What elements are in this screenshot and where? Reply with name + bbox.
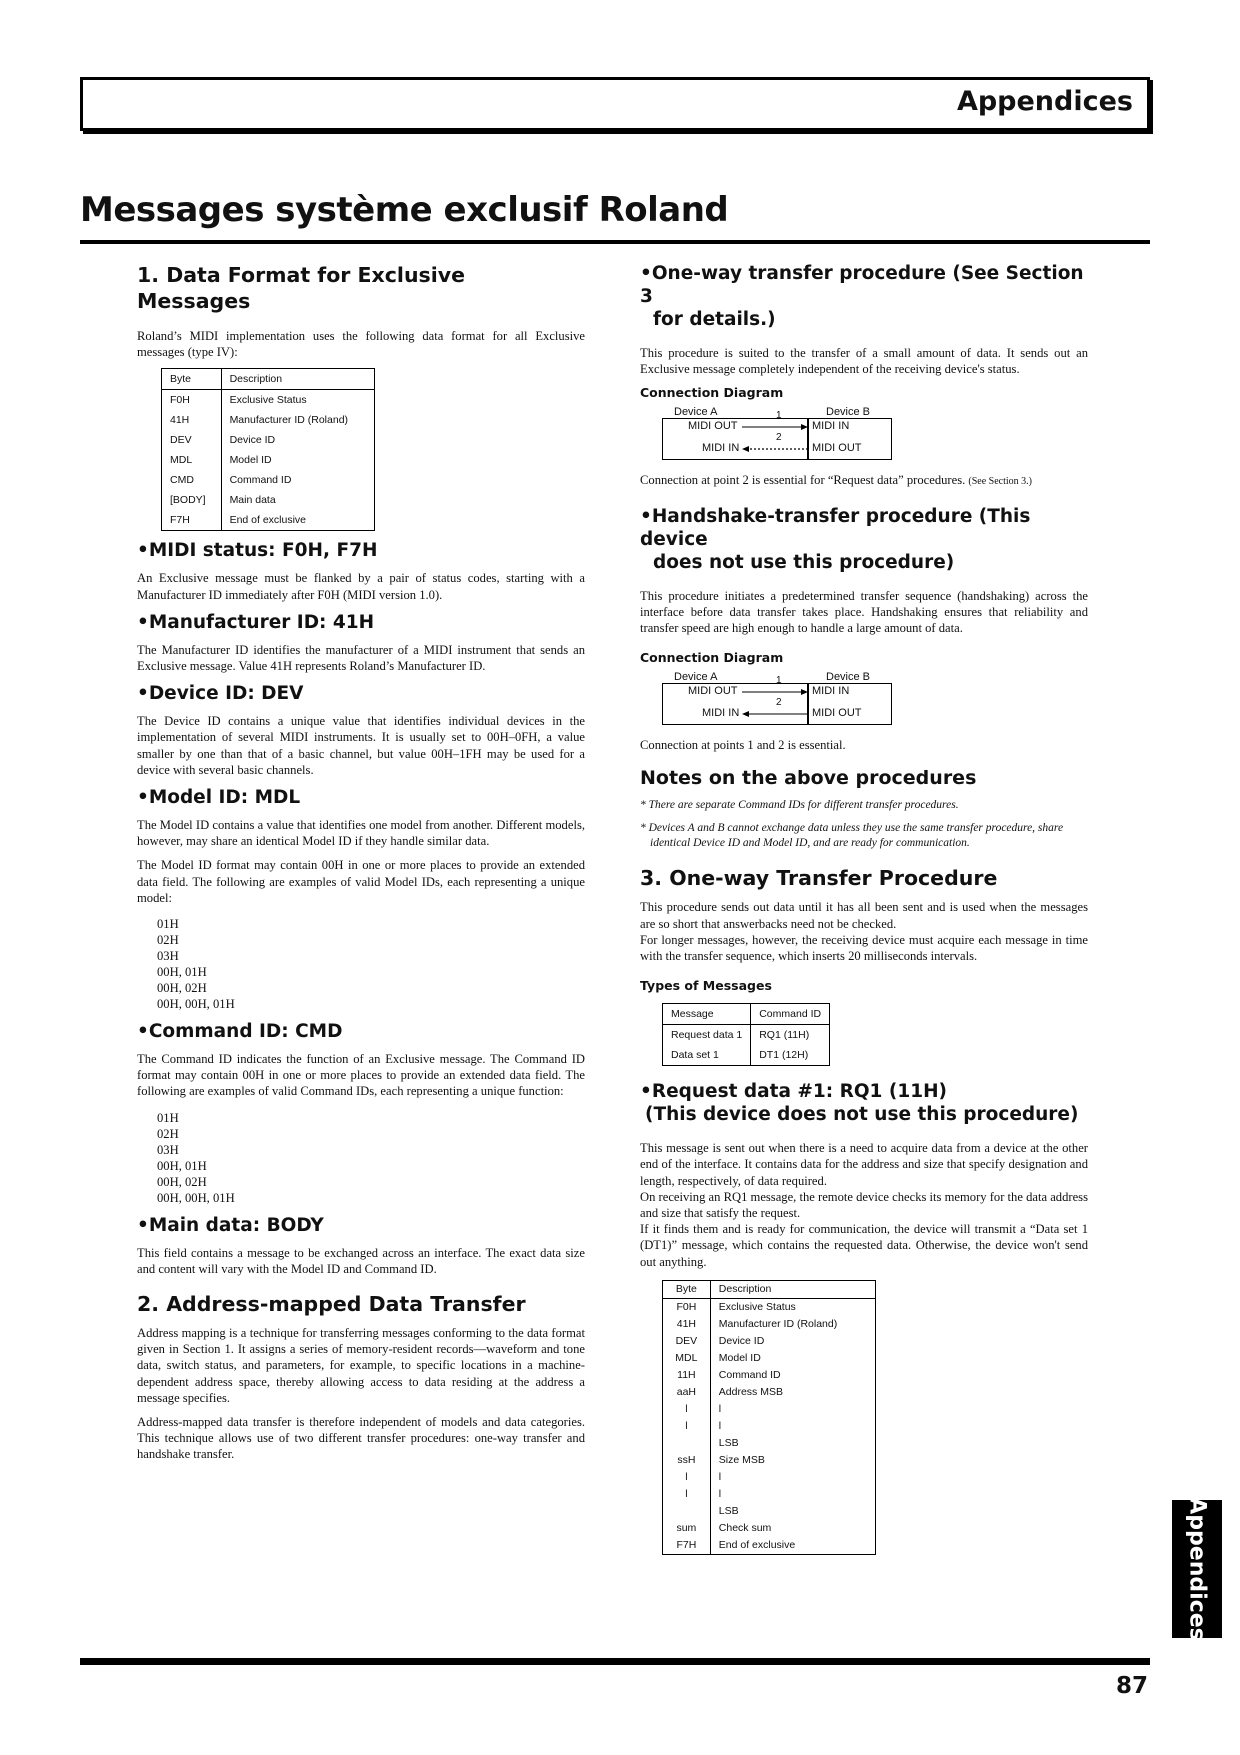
- right-column: [640, 262, 1088, 1555]
- midi-out-b: MIDI OUT: [812, 707, 862, 720]
- manufacturer-id-heading: •Manufacturer ID: 41H: [137, 611, 375, 633]
- table-row: [162, 510, 375, 531]
- table-cell: DT1 (12H): [751, 1045, 830, 1066]
- section-2-text-1: Address mapping is a technique for transferring messages conforming to the data format given in Section 1. It assigns a series of memory-resident records—waveform and tone data, switch status, and parameters, for example, to specific locations in a machine-dependent address space, thereby allowing access to data residing at the address a message specifies.: [137, 1326, 585, 1405]
- table-cell: MDL: [162, 450, 222, 470]
- device-a-label: Device A: [674, 671, 718, 684]
- midi-status-heading: •MIDI status: F0H, F7H: [137, 540, 378, 562]
- table-header-row: [663, 1280, 876, 1298]
- connection-diagram-one-way: [662, 406, 922, 464]
- table-header-cell: Description: [221, 369, 374, 390]
- midi-out-a: MIDI OUT: [688, 420, 738, 433]
- model-id-text-2: The Model ID format may contain 00H in one or more places to provide an extended data field. The following are examples of valid Model IDs, each representing a unique model:: [137, 858, 585, 905]
- table-row: [663, 1316, 876, 1333]
- table-cell: Manufacturer ID (Roland): [221, 410, 374, 430]
- table-row: [663, 1298, 876, 1316]
- one-way-heading-cont: for details.): [653, 309, 776, 330]
- table-cell: [BODY]: [162, 490, 222, 510]
- table-cell: l: [663, 1401, 711, 1418]
- table-cell: l: [663, 1418, 711, 1435]
- table-row: [162, 490, 375, 510]
- list-item: 00H, 00H, 01H: [157, 1190, 235, 1205]
- table-row: [162, 450, 375, 470]
- table-cell: LSB: [710, 1503, 875, 1520]
- table-cell: DEV: [162, 430, 222, 450]
- section-2-text-2: Address-mapped data transfer is therefore independent of models and data categories. This technique allows use of two different transfer procedures: one-way transfer and handshake transfer.: [137, 1415, 585, 1462]
- side-tab-label: Appendices: [1184, 1497, 1210, 1641]
- table-header-row: [162, 369, 375, 390]
- table-cell: CMD: [162, 470, 222, 490]
- section-3-text-2: For longer messages, however, the receiving device must acquire each message in time with the transfer sequence, which inserts 20 milliseconds intervals.: [640, 932, 1088, 964]
- table-header-cell: Byte: [162, 369, 222, 390]
- command-id-text: The Command ID indicates the function of an Exclusive message. The Command ID format may contain 00H in one or more places to provide an extended data field. The following are examples of valid Command IDs, each representing a unique function:: [137, 1052, 585, 1099]
- table-cell: RQ1 (11H): [751, 1025, 830, 1046]
- manufacturer-id-text: The Manufacturer ID identifies the manufacturer of a MIDI instrument that sends an Exclusive message. Value 41H represents Roland’s Manufacturer ID.: [137, 642, 585, 674]
- device-a-label: Device A: [674, 406, 718, 419]
- table-row: [663, 1350, 876, 1367]
- table-cell: Request data 1: [663, 1025, 751, 1046]
- table-row: [663, 1367, 876, 1384]
- table-cell: Device ID: [221, 430, 374, 450]
- list-item: 00H, 01H: [157, 1158, 207, 1173]
- model-id-heading: •Model ID: MDL: [137, 787, 301, 809]
- table-cell: l: [663, 1469, 711, 1486]
- device-id-text: The Device ID contains a unique value that identifies individual devices in the implementation of several MIDI instruments. It is usually set to 00H–0FH, a value smaller by one than that of a basic channel, but value 00H–1FH may be used for a device with several basic channels.: [137, 714, 585, 777]
- table-row: [663, 1418, 876, 1435]
- table-row: [663, 1045, 830, 1066]
- table-cell: 41H: [162, 410, 222, 430]
- table-cell: l: [710, 1486, 875, 1503]
- table-cell: F0H: [663, 1298, 711, 1316]
- handshake-heading: •Handshake-transfer procedure (This device: [640, 505, 1031, 550]
- connection-diagram-label-2: Connection Diagram: [640, 650, 784, 666]
- table-row: [162, 470, 375, 490]
- list-item: 03H: [157, 949, 179, 964]
- table-cell: End of exclusive: [710, 1537, 875, 1555]
- table-cell: aaH: [663, 1384, 711, 1401]
- midi-in-b: MIDI IN: [812, 420, 850, 433]
- title-rule: [80, 240, 1150, 244]
- list-item: 01H: [157, 917, 179, 932]
- message-types-table: [662, 1003, 830, 1066]
- table-cell: F0H: [162, 390, 222, 411]
- table-cell: Command ID: [710, 1367, 875, 1384]
- rq1-heading-cont: (This device does not use this procedure): [645, 1104, 1079, 1126]
- table-row: [663, 1384, 876, 1401]
- table-cell: Model ID: [710, 1350, 875, 1367]
- connection-diagram-handshake: [662, 671, 922, 729]
- table-row: [663, 1503, 876, 1520]
- table-cell: DEV: [663, 1333, 711, 1350]
- list-item: 00H, 00H, 01H: [157, 997, 235, 1012]
- table-row: [663, 1401, 876, 1418]
- list-item: 00H, 02H: [157, 1174, 207, 1189]
- table-cell: Command ID: [221, 470, 374, 490]
- main-data-text: This field contains a message to be exchanged across an interface. The exact data size and content will vary with the Model ID and Command ID.: [137, 1245, 585, 1276]
- midi-out-b: MIDI OUT: [812, 442, 862, 455]
- page-title: Messages système exclusif Roland: [80, 190, 729, 230]
- table-row: [663, 1486, 876, 1503]
- left-column: [137, 262, 585, 1463]
- point-1-label: 1: [776, 410, 782, 422]
- table-cell: Exclusive Status: [710, 1298, 875, 1316]
- table-cell: Model ID: [221, 450, 374, 470]
- point-2-label: 2: [776, 432, 782, 444]
- note-2: * Devices A and B cannot exchange data unless they use the same transfer procedure, share identical Device ID and Model ID, and are ready for communication.: [640, 822, 1064, 850]
- note-1: * There are separate Command IDs for different transfer procedures.: [640, 799, 959, 812]
- types-of-messages-label: Types of Messages: [640, 978, 772, 994]
- one-way-heading: •One-way transfer procedure (See Section 3: [640, 263, 1084, 307]
- table-cell: Main data: [221, 490, 374, 510]
- point-2-label: 2: [776, 697, 782, 709]
- table-row: [162, 390, 375, 411]
- connection-diagram-label: Connection Diagram: [640, 385, 784, 401]
- handshake-heading-cont: does not use this procedure): [653, 551, 955, 573]
- table-header-cell: Description: [710, 1280, 875, 1298]
- list-item: 00H, 02H: [157, 981, 207, 996]
- table-cell: F7H: [162, 510, 222, 531]
- table-cell: [663, 1503, 711, 1520]
- table-row: [663, 1469, 876, 1486]
- handshake-text: This procedure initiates a predetermined transfer sequence (handshaking) across the interface before data transfer takes place. Handshaking ensures that reliability and transfer speed are high enough to handle a large amount of data.: [640, 588, 1088, 636]
- table-header-cell: Byte: [663, 1280, 711, 1298]
- table-row: [162, 430, 375, 450]
- table-row: [663, 1435, 876, 1452]
- command-id-heading: •Command ID: CMD: [137, 1021, 343, 1043]
- notes-heading: Notes on the above procedures: [640, 767, 977, 790]
- table-cell: l: [710, 1418, 875, 1435]
- appendices-side-tab: [1172, 1497, 1222, 1641]
- midi-in-b: MIDI IN: [812, 685, 850, 698]
- table-cell: Device ID: [710, 1333, 875, 1350]
- point-1-label: 1: [776, 675, 782, 687]
- list-item: 02H: [157, 1126, 179, 1141]
- connection-note-text: Connection at point 2 is essential for “Request data” procedures.: [640, 473, 966, 488]
- main-data-heading: •Main data: BODY: [137, 1214, 324, 1236]
- table-cell: l: [710, 1401, 875, 1418]
- bottom-rule: [80, 1658, 1150, 1665]
- command-id-list: [137, 1110, 585, 1206]
- table-cell: ssH: [663, 1452, 711, 1469]
- table-row: [663, 1537, 876, 1555]
- midi-in-a: MIDI IN: [702, 707, 740, 720]
- table-cell: l: [663, 1486, 711, 1503]
- rq1-text-1: This message is sent out when there is a need to acquire data from a device at the other end of the interface. It contains data for the address and size that specify designation and length, respectively, of data required.: [640, 1141, 1088, 1188]
- table-cell: sum: [663, 1520, 711, 1537]
- list-item: 02H: [157, 933, 179, 948]
- table-row: [663, 1520, 876, 1537]
- table-cell: Size MSB: [710, 1452, 875, 1469]
- rq1-text-3: If it finds them and is ready for communication, the device will transmit a “Data set 1 (DT1)” message, which contains the requested data. Otherwise, the device won't send out anything.: [640, 1222, 1088, 1269]
- one-way-text: This procedure is suited to the transfer of a small amount of data. It sends out an Exclusive message completely independent of the receiving device's status.: [640, 346, 1088, 377]
- table-row: [663, 1452, 876, 1469]
- table-header-cell: Message: [663, 1004, 751, 1025]
- table-cell: LSB: [710, 1435, 875, 1452]
- table-row: [663, 1333, 876, 1350]
- list-item: 03H: [157, 1142, 179, 1157]
- section-3-heading: 3. One-way Transfer Procedure: [640, 866, 998, 891]
- table-cell: l: [710, 1469, 875, 1486]
- handshake-connection-note: Connection at points 1 and 2 is essential.: [640, 738, 846, 753]
- section-2-heading: 2. Address-mapped Data Transfer: [137, 1292, 526, 1317]
- table-cell: Data set 1: [663, 1045, 751, 1066]
- table-cell: Check sum: [710, 1520, 875, 1537]
- midi-out-a: MIDI OUT: [688, 685, 738, 698]
- table-row: [162, 410, 375, 430]
- page-number: 87: [1115, 1673, 1148, 1699]
- list-item: 00H, 01H: [157, 965, 207, 980]
- header-section-title: Appendices: [956, 86, 1133, 117]
- rq1-text-2: On receiving an RQ1 message, the remote device checks its memory for the data address and size that satisfy the request.: [640, 1189, 1088, 1221]
- table-cell: [663, 1435, 711, 1452]
- section-1-heading: 1. Data Format for Exclusive Messages: [137, 263, 466, 313]
- model-id-text-1: The Model ID contains a value that identifies one model from another. Different models, however, may share an identical Model ID if they handle similar data.: [137, 818, 585, 849]
- table-cell: F7H: [663, 1537, 711, 1555]
- section-3-text-1: This procedure sends out data until it has all been sent and is used when the messages are so short that answerbacks need not be checked.: [640, 900, 1088, 931]
- device-id-heading: •Device ID: DEV: [137, 683, 304, 705]
- table-cell: 11H: [663, 1367, 711, 1384]
- table-header-row: [663, 1004, 830, 1025]
- midi-in-a: MIDI IN: [702, 442, 740, 455]
- table-cell: Address MSB: [710, 1384, 875, 1401]
- one-way-connection-note: [640, 472, 1088, 490]
- model-id-list: [137, 916, 585, 1012]
- table-cell: Manufacturer ID (Roland): [710, 1316, 875, 1333]
- table-header-cell: Command ID: [751, 1004, 830, 1025]
- rq1-heading: •Request data #1: RQ1 (11H): [640, 1081, 948, 1103]
- device-b-label: Device B: [826, 406, 871, 419]
- rq1-format-table: [662, 1280, 876, 1555]
- midi-status-text: An Exclusive message must be flanked by a pair of status codes, starting with a Manufacturer ID immediately after F0H (MIDI version 1.0).: [137, 571, 585, 602]
- header-box: [80, 77, 1150, 131]
- table-cell: End of exclusive: [221, 510, 374, 531]
- table-cell: MDL: [663, 1350, 711, 1367]
- data-format-table: [161, 368, 375, 531]
- table-row: [663, 1025, 830, 1046]
- section-1-intro: Roland’s MIDI implementation uses the following data format for all Exclusive messages (type IV):: [137, 329, 585, 360]
- see-section-3-note: (See Section 3.): [968, 476, 1032, 488]
- table-cell: 41H: [663, 1316, 711, 1333]
- table-cell: Exclusive Status: [221, 390, 374, 411]
- device-b-label: Device B: [826, 671, 871, 684]
- list-item: 01H: [157, 1110, 179, 1125]
